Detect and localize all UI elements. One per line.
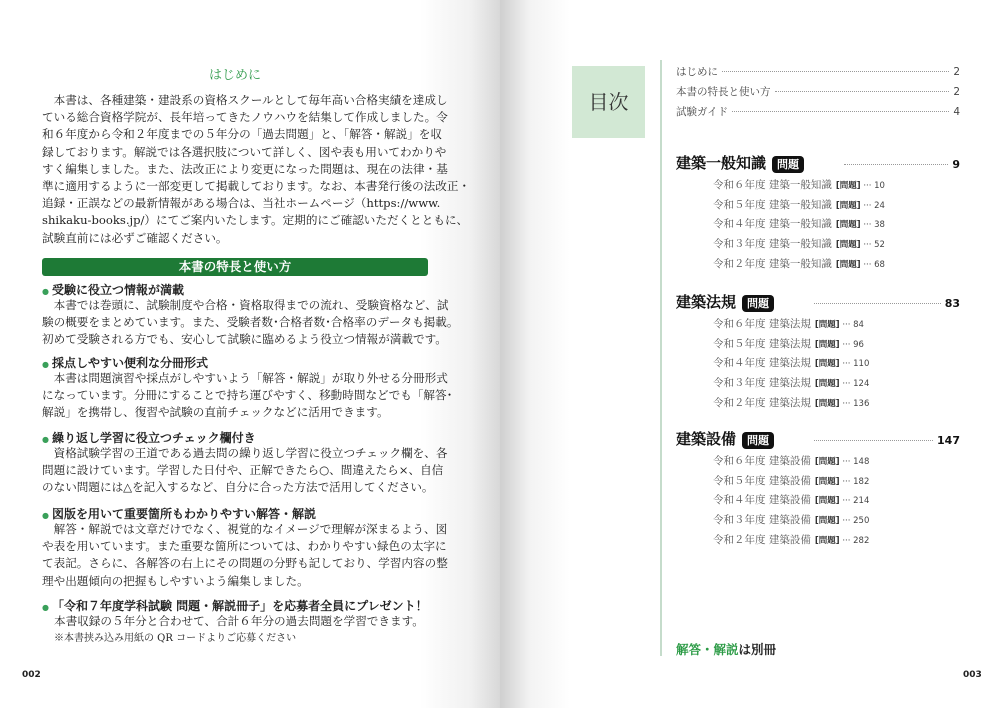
sub-page: 148 [853,457,870,467]
section-title: 建築設備 [676,430,737,448]
section-page: 9 [952,158,960,171]
feature-heading-text: 受験に役立つ情報が満載 [51,283,184,297]
sub-tag: [問題] [814,320,840,330]
feature-line: 験の概要をまとめています。また、受験者数･合格者数･合格率のデータも掲載。 [42,315,459,330]
leader-dots [814,303,941,304]
problem-badge: 問題 [742,295,774,312]
toc-entry-page: 2 [953,86,960,98]
leader-dots: ··· [839,535,854,546]
sub-subject: 建築法規 [768,377,811,390]
toc-sub-entry[interactable] [713,453,869,468]
feature-heading-text: 「令和７年度学科試験 問題・解説冊子」を応募者全員にプレゼント！ [51,599,428,613]
sub-tag: [問題] [814,496,840,507]
intro-line: 本書は、各種建築・建設系の資格スクールとして毎年高い合格実績を達成し [42,93,448,107]
intro-paragraph [42,92,471,247]
feature-line: 本書では巻頭に、試験制度や合格・資格取得までの流れ、受験資格など、試 [42,298,449,312]
sub-page: 214 [853,496,870,507]
page-number-right: 003 [963,670,982,680]
sub-tag: [問題] [814,359,840,370]
section-title: 建築一般知識 [676,154,767,172]
sub-year: 令和４年度 [713,494,766,507]
sub-year: 令和２年度 [713,533,766,546]
intro-line: すく編集しました。また、法改正により変更になった問題は、現在の法律・基 [42,161,448,176]
leader-dots: ··· [839,476,854,487]
sub-subject: 建築設備 [768,455,811,467]
leader-dots: ··· [860,200,875,211]
sub-year: 令和６年度 [713,179,766,191]
toc-title: 目次 [572,66,645,138]
sub-tag: [問題] [814,398,840,409]
bullet-icon: ● [42,511,49,520]
leader-dots: ··· [839,379,854,390]
leader-dots [844,164,948,165]
leader-dots: ··· [860,181,875,191]
sub-subject: 建築法規 [768,357,811,370]
feature-line: 本書収録の５年分と合わせて、合計６年分の過去問題を学習できます。 [54,614,424,628]
sub-subject: 建築設備 [768,474,811,487]
sub-year: 令和５年度 [713,198,766,211]
sub-year: 令和５年度 [713,337,766,350]
toc-sub-entry[interactable] [713,316,864,331]
sub-page: 52 [874,240,885,251]
toc-sub-entry[interactable] [713,492,869,507]
leader-dots [732,111,949,112]
sub-subject: 建築一般知識 [768,238,832,251]
toc-entry[interactable] [676,104,960,119]
sub-year: 令和４年度 [713,218,766,231]
sub-subject: 建築設備 [768,514,811,527]
leader-dots: ··· [839,339,854,350]
leader-dots: ··· [839,516,854,527]
sub-tag: [問題] [835,220,861,231]
sub-year: 令和６年度 [713,318,766,330]
toc-entry-page: 2 [953,66,960,78]
bullet-icon: ● [42,603,49,612]
toc-entry-page: 4 [953,106,960,118]
sub-subject: 建築設備 [768,494,811,507]
feature-text [42,521,448,590]
sub-page: 96 [853,339,864,350]
section-title: 建築法規 [676,293,737,311]
page-number-left: 002 [22,670,41,680]
feature-heading-text: 繰り返し学習に役立つチェック欄付き [51,431,256,445]
sub-tag: [問題] [814,476,840,487]
sub-year: 令和６年度 [713,455,766,467]
toc-section[interactable] [676,428,960,449]
toc-entry-label: 本書の特長と使い方 [676,86,771,98]
intro-line: ている総合資格学院が、長年培ってきたノウハウを結集して作成しました。令 [42,110,448,125]
sub-tag: [問題] [835,200,861,211]
feature-heading-text: 採点しやすい便利な分冊形式 [51,356,208,370]
leader-dots: ··· [839,398,854,409]
feature-line: 理や出題傾向の把握もしやすいよう編集しました。 [42,573,309,588]
toc-entry[interactable] [676,84,960,99]
toc-sub-entry[interactable] [713,375,869,390]
toc-entry-label: 試験ガイド [676,106,729,118]
feature-heading [42,597,428,614]
intro-title: はじめに [208,68,261,83]
sub-page: 110 [853,359,870,370]
toc-sub-entry[interactable] [713,355,869,370]
sub-page: 84 [853,320,864,330]
toc-sub-entry[interactable] [713,532,869,547]
problem-badge: 問題 [742,432,774,449]
answer-note-green: 解答・解説 [676,642,739,657]
sub-year: 令和３年度 [713,238,766,251]
features-banner: 本書の特長と使い方 [42,258,428,276]
toc-sub-entry[interactable] [713,512,869,527]
feature-line: て表記。さらに、各解答の右上にその問題の分野も記しており、学習内容の整 [42,556,448,571]
toc-sub-entry[interactable] [713,473,869,488]
sub-tag: [問題] [814,516,840,527]
toc-sub-entry[interactable] [713,197,885,212]
sub-page: 182 [853,476,870,487]
sub-tag: [問題] [814,339,840,350]
sub-subject: 建築一般知識 [768,198,832,211]
toc-sub-entry[interactable] [713,177,885,192]
section-page: 147 [937,434,960,447]
intro-line: 準に適用するように一部変更して掲載しております。なお、本書発行後の法改正・ [42,178,471,193]
sub-subject: 建築一般知識 [768,179,832,191]
feature-heading-text: 図版を用いて重要箇所もわかりやすい解答・解説 [51,507,316,521]
feature-line: 本書は問題演習や採点がしやすいよう「解答・解説」が取り外せる分冊形式 [42,371,448,385]
feature-heading [42,281,184,298]
toc-section[interactable] [676,291,960,312]
feature-line: 初めて受験される方でも、安心して試験に臨めるよう役立つ情報が満載です。 [42,332,447,347]
feature-text [54,613,444,647]
sub-subject: 建築一般知識 [768,218,832,231]
leader-dots: ··· [839,359,854,370]
leader-dots: ··· [860,240,875,251]
intro-line: 試験直前には必ずご確認ください。 [42,230,228,245]
leader-dots [814,440,933,441]
sub-year: 令和２年度 [713,257,766,270]
answer-note [676,640,776,658]
feature-line: のない問題には△を記入するなど、自分に合った方法で活用してください。 [42,480,434,495]
sub-tag: [問題] [814,457,840,467]
sub-subject: 建築法規 [768,396,811,409]
toc-sub-entry[interactable] [713,256,885,271]
toc-sub-entry[interactable] [713,336,864,351]
feature-text [42,297,459,349]
leader-dots: ··· [860,220,875,231]
bullet-icon: ● [42,360,49,369]
intro-line: 追録・正誤などの最新情報がある場合は、当社ホームページ（https://www. [42,196,441,211]
sub-tag: [問題] [814,535,840,546]
feature-line: 問題に設けています。学習した日付や、正解できたら○、間違えたら×、自信 [42,463,444,478]
intro-line: 和６年度から令和２年度までの５年分の「過去問題」と、「解答・解説」を収 [42,127,442,142]
feature-heading [42,505,316,522]
sub-subject: 建築法規 [768,337,811,350]
feature-text [42,370,453,422]
sub-page: 124 [853,379,870,390]
sub-year: 令和３年度 [713,377,766,390]
intro-line: shikaku-books.jp/）にてご案内いたします。定期的にご確認いただくとともに、 [42,213,469,228]
sub-page: 24 [874,200,885,211]
answer-note-rest: は別冊 [738,642,777,657]
toc-sub-entry[interactable] [713,395,869,410]
sub-subject: 建築法規 [768,318,811,330]
sub-tag: [問題] [835,181,861,191]
sub-page: 68 [874,259,885,270]
sub-year: 令和５年度 [713,474,766,487]
sub-page: 38 [874,220,885,231]
leader-dots: ··· [839,496,854,507]
leader-dots: ··· [860,259,875,270]
toc-sub-entry[interactable] [713,216,885,231]
sub-year: 令和２年度 [713,396,766,409]
feature-line: 解答・解説では文章だけでなく、視覚的なイメージで理解が深まるよう、図 [42,522,448,536]
sub-subject: 建築一般知識 [768,257,832,270]
sub-tag: [問題] [835,259,861,270]
right-page [500,0,1000,708]
sub-subject: 建築設備 [768,533,811,546]
sub-page: 250 [853,516,870,527]
sub-page: 10 [874,181,885,191]
problem-badge: 問題 [772,156,804,173]
sub-year: 令和４年度 [713,357,766,370]
sub-page: 136 [853,398,870,409]
sub-tag: [問題] [814,379,840,390]
toc-section[interactable] [676,152,960,173]
sub-year: 令和３年度 [713,514,766,527]
toc-sub-entry[interactable] [713,236,885,251]
sub-page: 282 [853,535,870,546]
feature-text [42,445,448,497]
leader-dots: ··· [839,320,854,330]
toc-divider [660,60,662,656]
leader-dots [722,71,949,72]
feature-line: 資格試験学習の王道である過去問の繰り返し学習に役立つチェック欄を、各 [42,446,448,460]
bullet-icon: ● [42,287,49,296]
feature-line: 解説」を携帯し、復習や試験の直前チェックなどに活用できます。 [42,405,389,420]
feature-line: や表を用いています。また重要な箇所については、わかりやすい緑色の太字に [42,539,447,554]
feature-heading [42,354,208,371]
bullet-icon: ● [42,435,49,444]
intro-line: 録しております。解説では各選択肢について詳しく、図や表も用いてわかりや [42,144,447,159]
section-page: 83 [944,297,960,310]
feature-heading [42,429,256,446]
feature-line: になっています。分冊にすることで持ち運びやすく、移動時間などでも「解答･ [42,388,453,403]
toc-entry[interactable] [676,64,960,79]
toc-entry-label: はじめに [676,66,718,78]
sub-tag: [問題] [835,240,861,251]
leader-dots [775,91,950,92]
leader-dots: ··· [839,457,854,467]
feature-line: ※本書挟み込み用紙の QR コードよりご応募ください [54,633,297,645]
